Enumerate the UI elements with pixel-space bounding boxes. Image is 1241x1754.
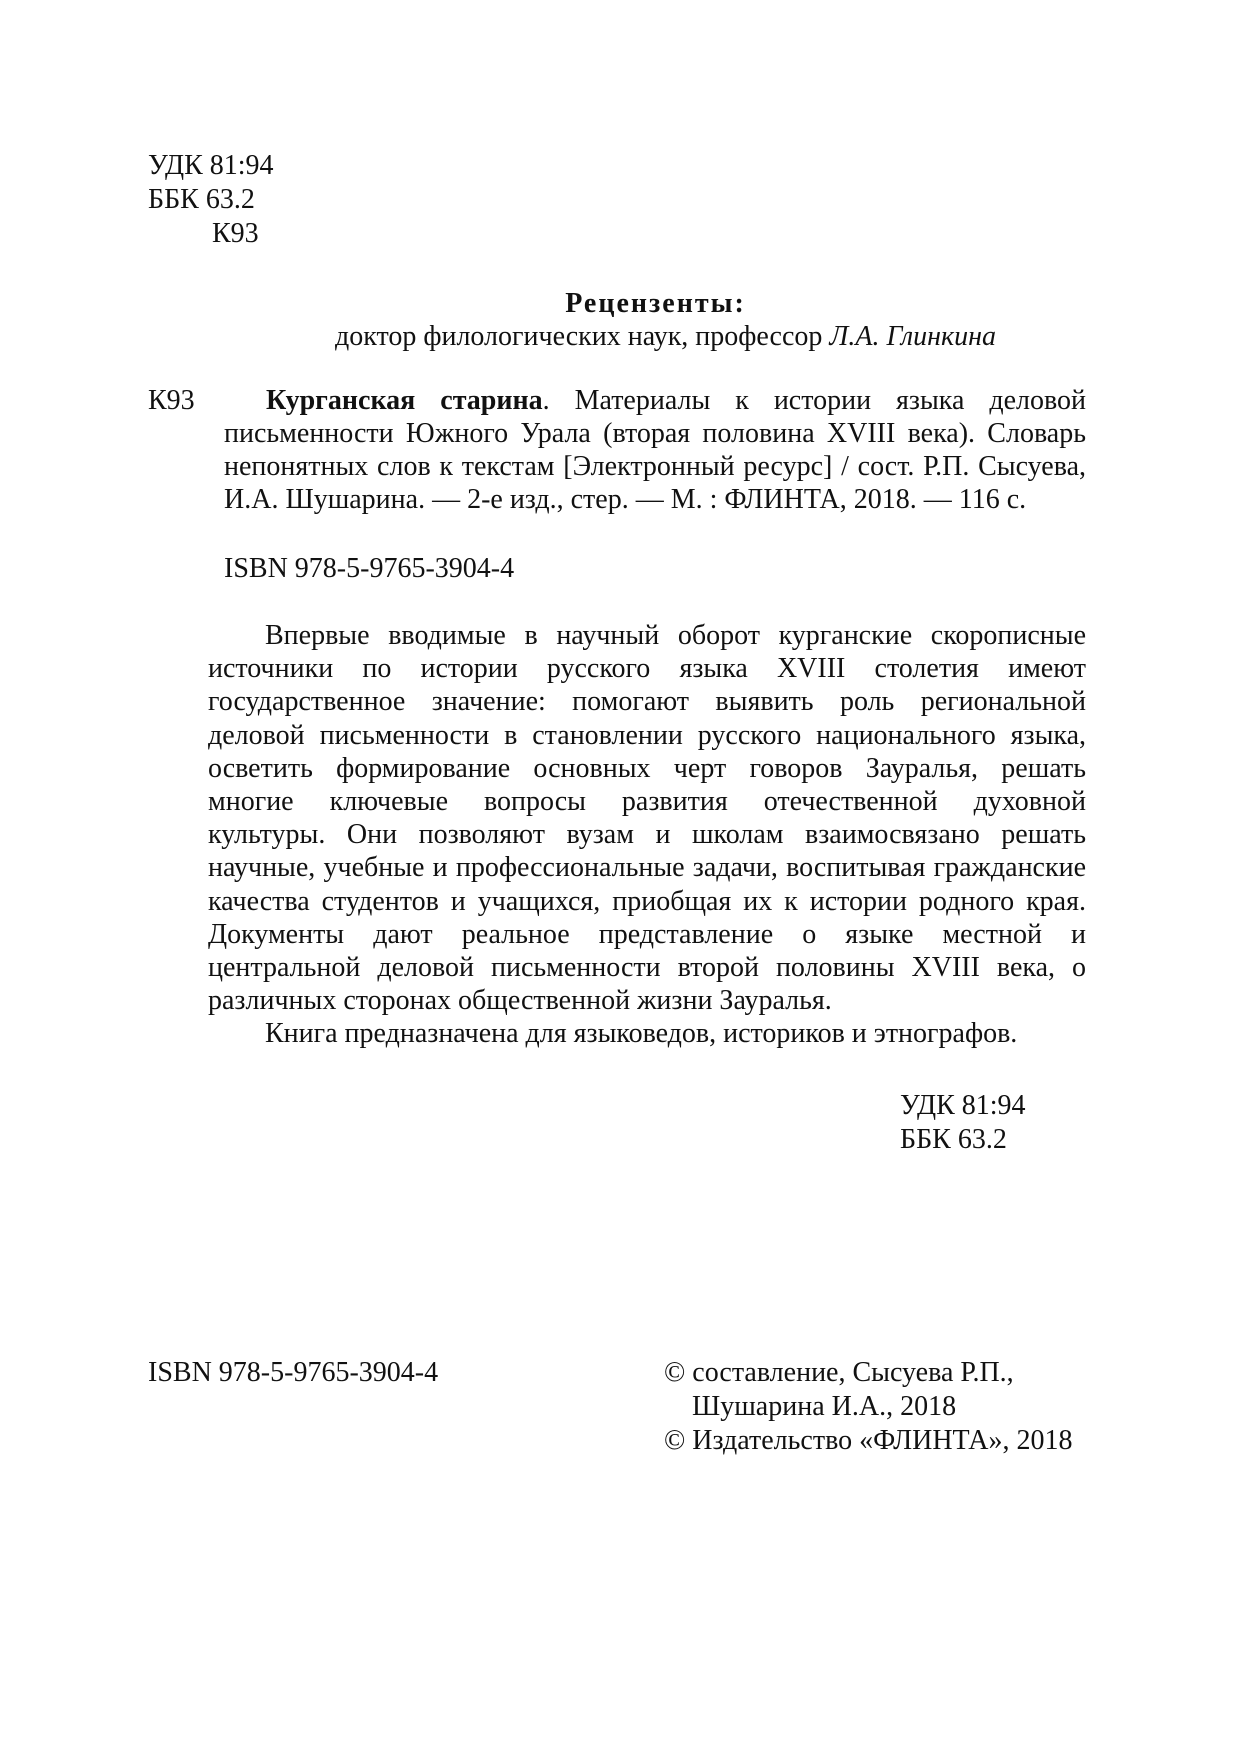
copyright-block — [664, 1356, 1072, 1458]
annotation-line: Документы дают реальное представление о языке местной и — [208, 918, 1086, 950]
annotation-line: различных сторонах общественной жизни Зауралья. — [208, 985, 832, 1017]
copyright-compilation-cont: Шушарина И.А., 2018 — [692, 1391, 957, 1422]
record-line-4: И.А. Шушарина. — 2-е изд., стер. — М. : ФЛИНТА, 2018. — 116 с. — [224, 484, 1027, 515]
record-line-1 — [224, 384, 1086, 417]
annotation-audience: Книга предназначена для языковедов, историков и этнографов. — [265, 1018, 1018, 1050]
classification-top — [148, 149, 274, 251]
annotation-line: научные, учебные и профессиональные задачи, воспитывая гражданские — [208, 852, 1086, 884]
annotation-line: источники по истории русского языка XVIII столетия имеют — [208, 653, 1086, 685]
reviewer-degree: доктор филологических наук, профессор — [334, 321, 830, 352]
record-line-1-rest: . Материалы к истории языка деловой — [542, 385, 1087, 416]
record-author-mark: К93 — [148, 385, 195, 416]
annotation-line: деловой письменности в становлении русского национального языка, — [208, 719, 1086, 751]
annotation-line: осветить формирование основных черт говоров Зауралья, решать — [208, 752, 1086, 784]
bbk-code: ББК 63.2 — [148, 184, 255, 215]
classification-bottom — [900, 1089, 1026, 1157]
udk-code: УДК 81:94 — [148, 150, 274, 181]
annotation-line: качества студентов и учащихся, приобщая их к истории родного края. — [208, 885, 1086, 917]
bbk-code-bottom: ББК 63.2 — [900, 1124, 1007, 1155]
book-title: Курганская старина — [266, 385, 543, 416]
author-mark: К93 — [212, 218, 259, 249]
isbn-record: ISBN 978-5-9765-3904-4 — [224, 553, 515, 584]
annotation — [208, 619, 1086, 1050]
reviewer-name: Л.А. Глинкина — [829, 321, 997, 352]
annotation-line: культуры. Они позволяют вузам и школам взаимосвязано решать — [208, 819, 1086, 851]
bibliographic-record — [224, 384, 1086, 516]
reviewers-section — [0, 287, 1241, 353]
isbn-footer: ISBN 978-5-9765-3904-4 — [148, 1357, 439, 1388]
record-line-2: письменности Южного Урала (вторая половина XVIII века). Словарь — [224, 418, 1086, 449]
annotation-line: Впервые вводимые в научный оборот курганские скорописные — [265, 620, 1086, 651]
annotation-line: центральной деловой письменности второй половины XVIII века, о — [208, 951, 1086, 983]
record-line-3: непонятных слов к текстам [Электронный ресурс] / сост. Р.П. Сысуева, — [224, 451, 1086, 482]
udk-code-bottom: УДК 81:94 — [900, 1090, 1026, 1121]
annotation-line: государственное значение: помогают выявить роль региональной — [208, 686, 1086, 718]
annotation-line: многие ключевые вопросы развития отечественной духовной — [208, 785, 1086, 817]
copyright-publisher: © Издательство «ФЛИНТА», 2018 — [664, 1425, 1073, 1456]
reviewer-line — [90, 320, 1241, 353]
reviewers-title: Рецензенты: — [565, 288, 746, 319]
copyright-compilation: © составление, Сысуева Р.П., — [664, 1357, 1014, 1388]
